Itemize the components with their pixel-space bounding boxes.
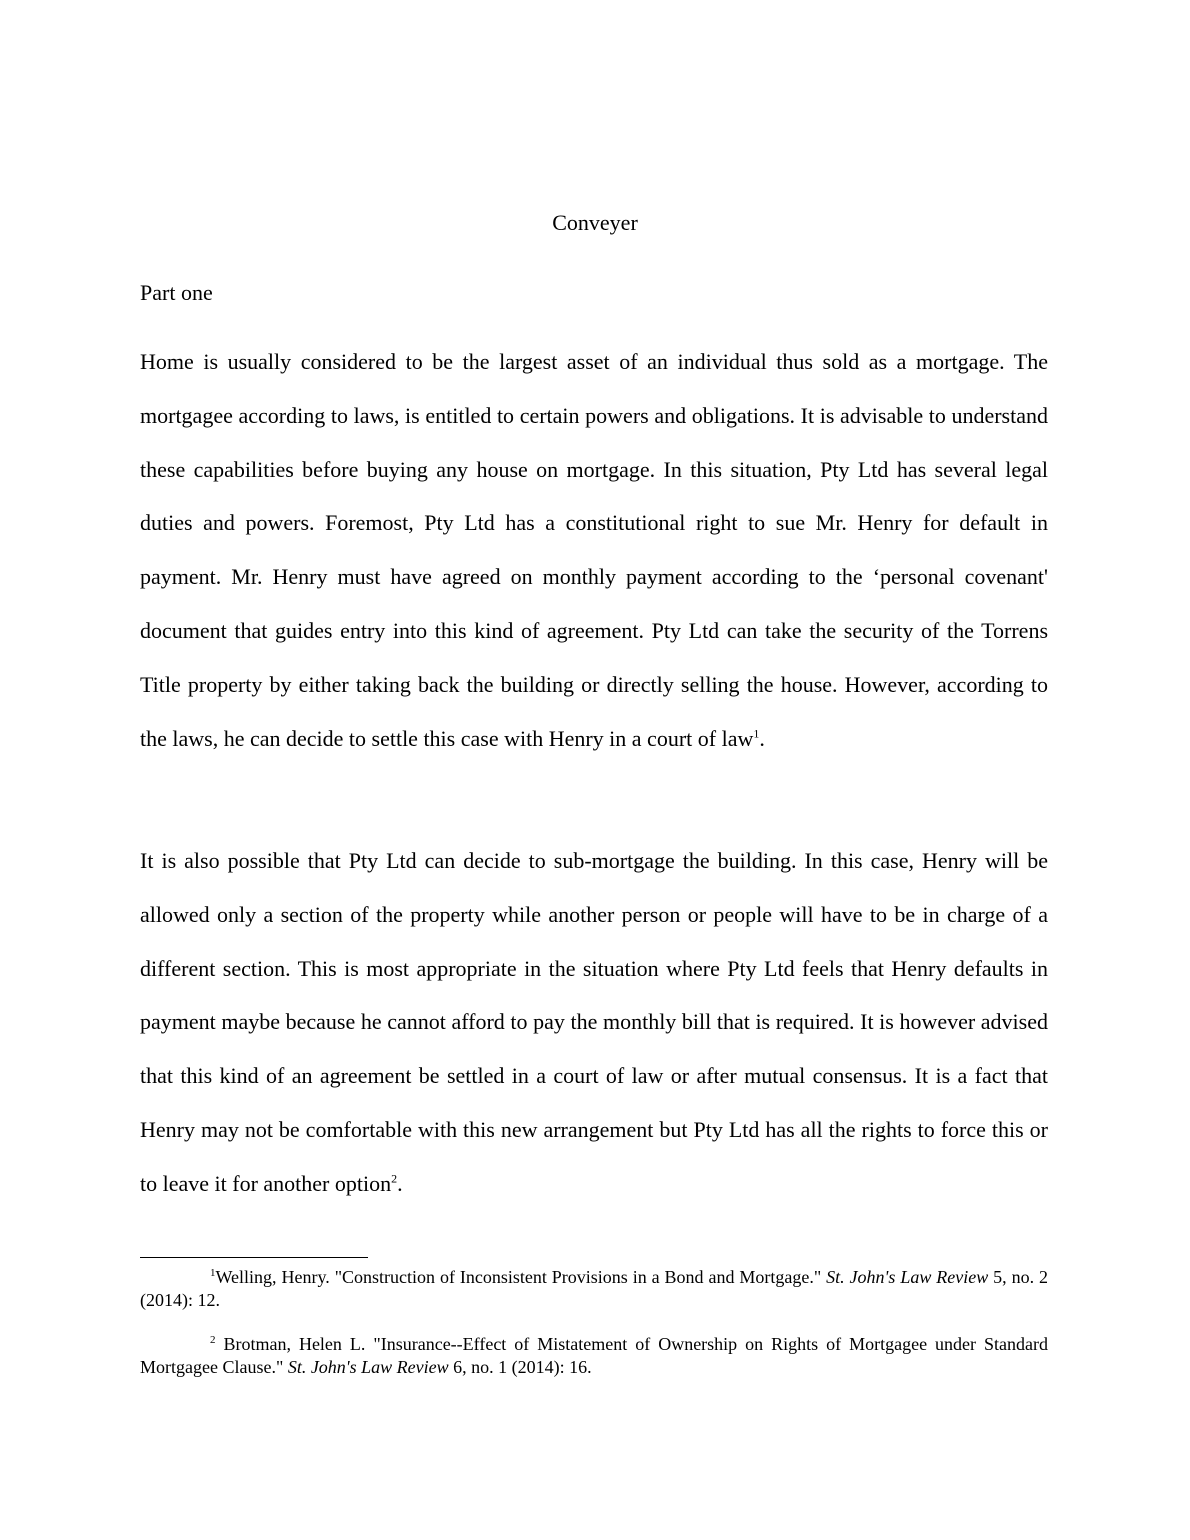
body-paragraph-2 [140,834,1048,1211]
footnote-journal: St. John's Law Review [287,1357,449,1377]
body-paragraph-1 [140,335,1048,765]
footnote-reference-2[interactable]: 2 [391,1171,398,1186]
footnote-citation-end: 5, no. 2 (2014): 12. [140,1267,1048,1310]
footnote-text: Welling, Henry. "Construction of Inconsistent Provisions in a Bond and Mortgage." [215,1267,827,1287]
paragraph-text: Home is usually considered to be the largest asset of an individual thus sold as a mortgage. The mortgagee according to laws, is entitled to certain powers and obligations. It is advisable to understand these capabilities before buying any house on mortgage. In this situation, Pty Ltd has several legal duties and powers. Foremost, Pty Ltd has a constitutional right to sue Mr. Henry for default in payment. Mr. Henry must have agreed on monthly payment according to the ‘personal covenant' document that guides entry into this kind of agreement. Pty Ltd can take the security of the Torrens Title property by either taking back the building or directly selling the house. However, according to the laws, he can decide to settle this case with Henry in a court of law [140,349,1048,751]
footnote-text: Brotman, Helen L. "Insurance--Effect of Mistatement of Ownership on Rights of Mortgagee under Standard Mortgagee Clause." [140,1334,1048,1377]
paragraph-end: . [397,1170,403,1196]
footnote-citation-end: 6, no. 1 (2014): 16. [448,1357,592,1377]
footnote-1 [140,1266,1048,1312]
document-title: Conveyer [552,210,638,235]
footnote-journal: St. John's Law Review [826,1267,989,1287]
paragraph-end: . [759,725,765,751]
footnote-reference-1[interactable]: 1 [753,726,760,741]
footnote-separator [140,1257,368,1258]
paragraph-text: It is also possible that Pty Ltd can decide to sub-mortgage the building. In this case, Henry will be allowed only a section of the property while another person or people will have to be in charge of a different section. This is most appropriate in the situation where Pty Ltd feels that Henry defaults in payment maybe because he cannot afford to pay the monthly bill that is required. It is however advised that this kind of an agreement be settled in a court of law or after mutual consensus. It is a fact that Henry may not be comfortable with this new arrangement but Pty Ltd has all the rights to force this or to leave it for another option [140,848,1048,1196]
footnote-mark: 2 [210,1334,216,1346]
footnote-2 [140,1333,1048,1379]
section-heading: Part one [140,280,213,305]
footnote-mark: 1 [210,1267,216,1279]
